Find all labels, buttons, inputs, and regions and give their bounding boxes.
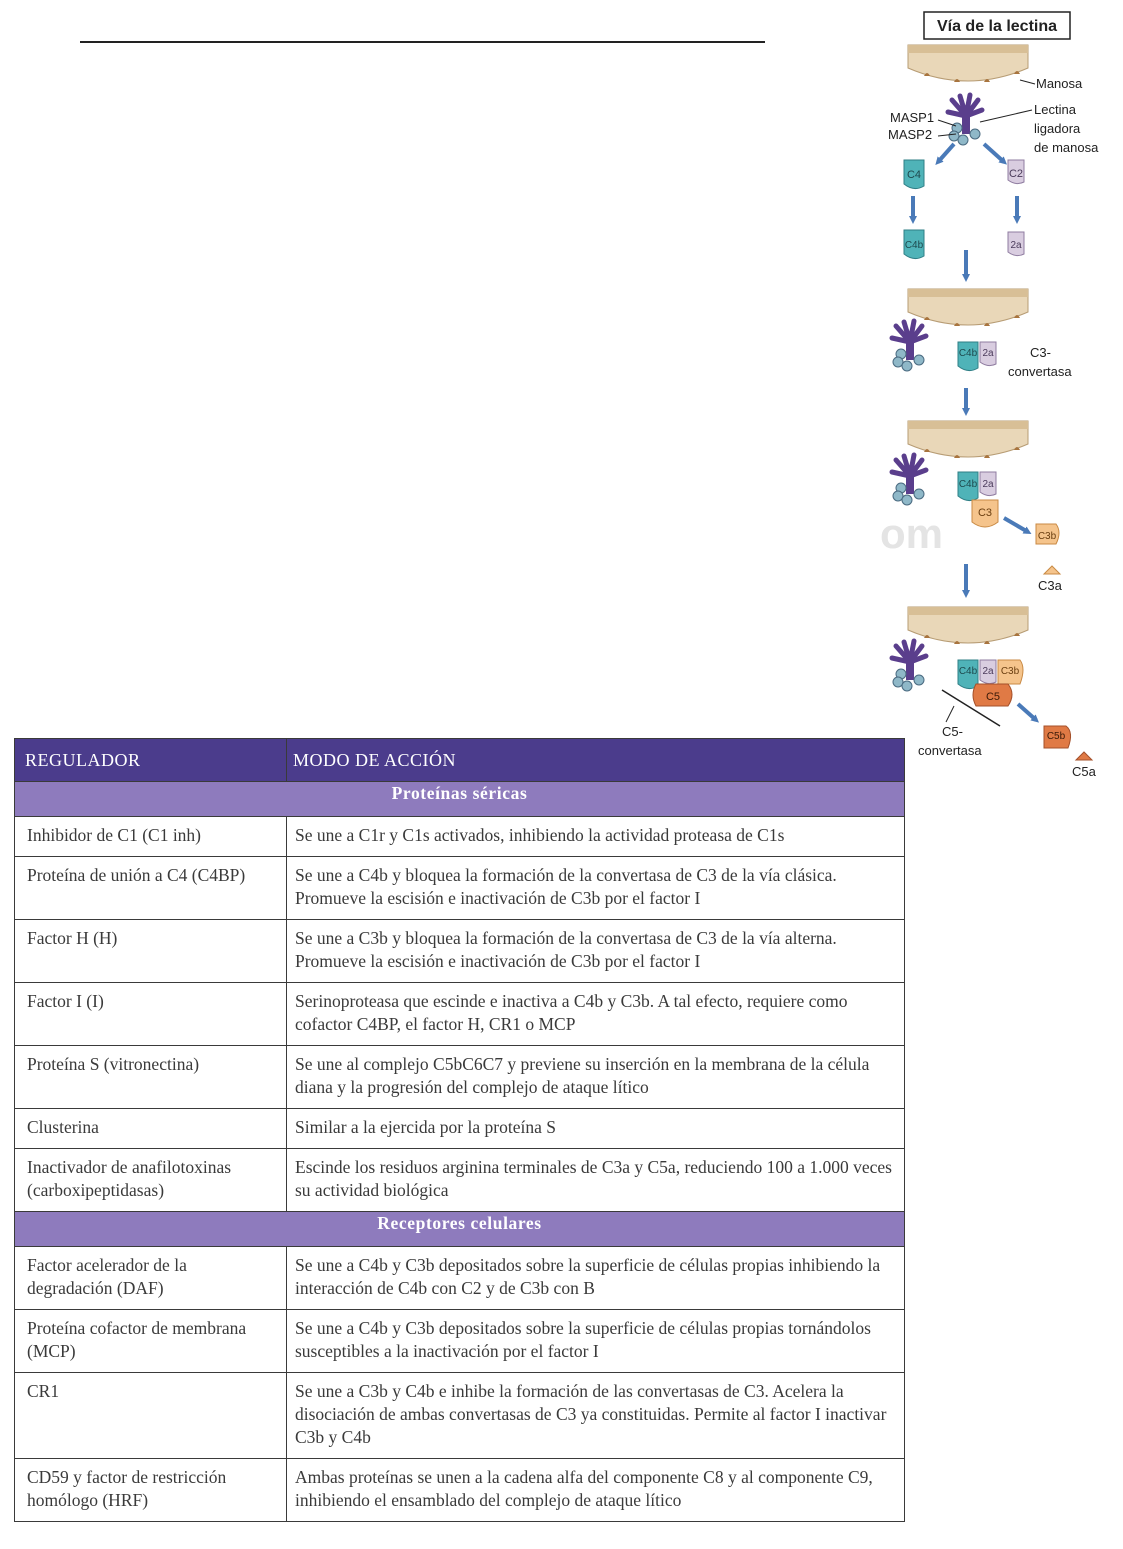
label-lectina-1: Lectina [1034, 102, 1076, 117]
regulator-action: Escinde los residuos arginina terminales de C3a y C5a, reduciendo 100 a 1.000 veces su actividad biológica [287, 1149, 905, 1212]
table-row [15, 983, 905, 1046]
header-regulador: REGULADOR [15, 739, 287, 782]
label-c2a-2: 2a [982, 348, 994, 359]
label-c3-convertasa-2: convertasa [1008, 364, 1072, 379]
table-row [15, 1310, 905, 1373]
label-c2a-4: 2a [982, 666, 994, 677]
regulator-action: Se une a C3b y bloquea la formación de la convertasa de C3 de la vía alterna. Promueve la escisión e inactivación de C3b por el factor I [287, 920, 905, 983]
regulator-action: Serinoproteasa que escinde e inactiva a C4b y C3b. A tal efecto, requiere como cofactor C4BP, el factor H, CR1 o MCP [287, 983, 905, 1046]
table-row [15, 1373, 905, 1459]
table-row [15, 920, 905, 983]
watermark: om [880, 510, 943, 557]
label-c3-convertasa-1: C3- [1030, 345, 1051, 360]
c5a-fragment [1076, 752, 1092, 760]
regulator-name: Clusterina [15, 1109, 287, 1149]
regulator-action: Similar a la ejercida por la proteína S [287, 1109, 905, 1149]
regulator-name: Factor H (H) [15, 920, 287, 983]
arrow-to-c2 [984, 144, 1004, 162]
regulator-action: Se une al complejo C5bC6C7 y previene su inserción en la membrana de la célula diana y la progresión del complejo de ataque lítico [287, 1046, 905, 1109]
lectin-pathway-diagram [880, 8, 1120, 798]
header-modo-de-accion: MODO DE ACCIÓN [287, 739, 905, 782]
regulator-action: Se une a C4b y C3b depositados sobre la superficie de células propias inhibiendo la interacción de C4b con C2 y de C3b con B [287, 1247, 905, 1310]
lectin-molecule-1 [948, 95, 982, 145]
top-rule [80, 41, 765, 43]
regulator-name: Factor acelerador de la degradación (DAF) [15, 1247, 287, 1310]
section-row [15, 782, 905, 817]
membrane-4 [908, 607, 1028, 644]
membrane-3 [908, 421, 1028, 458]
regulator-name: Factor I (I) [15, 983, 287, 1046]
lectin-molecule-2 [892, 321, 926, 371]
label-c2: C2 [1008, 168, 1024, 180]
label-c4b-2: C4b [958, 348, 978, 359]
regulator-name: Proteína cofactor de membrana (MCP) [15, 1310, 287, 1373]
table-row [15, 1149, 905, 1212]
label-manosa: Manosa [1036, 76, 1083, 91]
label-masp2: MASP2 [888, 127, 933, 142]
membrane-2 [908, 289, 1028, 326]
membrane-1 [908, 45, 1028, 82]
table-header-row [15, 739, 905, 782]
lectin-molecule-4 [892, 641, 926, 691]
label-masp1: MASP1 [890, 110, 935, 125]
section-row [15, 1212, 905, 1247]
label-c4b-4: C4b [958, 666, 978, 677]
arrow-to-c4 [938, 144, 954, 162]
regulator-action: Ambas proteínas se unen a la cadena alfa del componente C8 y al componente C9, inhibiendo el ensamblado del complejo de ataque lítico [287, 1459, 905, 1522]
regulator-action: Se une a C4b y C3b depositados sobre la superficie de células propias tornándolos susceptibles a la inactivación por el factor I [287, 1310, 905, 1373]
lectin-molecule-3 [892, 455, 926, 505]
label-c5b: C5b [1046, 731, 1066, 742]
regulator-name: Proteína de unión a C4 (C4BP) [15, 857, 287, 920]
regulators-table [14, 738, 905, 1522]
label-c5-convertasa-2: convertasa [918, 743, 982, 758]
label-c5: C5 [985, 691, 1001, 703]
regulator-action: Se une a C1r y C1s activados, inhibiendo la actividad proteasa de C1s [287, 817, 905, 857]
regulator-action: Se une a C3b y C4b e inhibe la formación de las convertasas de C3. Acelera la disociación de ambas convertasas de C3 ya constituidas. Permite al factor I inactivar C3b y C4b [287, 1373, 905, 1459]
label-c4: C4 [906, 169, 922, 181]
label-c5a: C5a [1072, 764, 1096, 779]
label-lectina-2: ligadora [1034, 121, 1081, 136]
label-c3: C3 [977, 507, 993, 519]
regulator-name: Inhibidor de C1 (C1 inh) [15, 817, 287, 857]
section-proteinas-sericas: Proteínas séricas [15, 782, 905, 817]
label-c2a-1: 2a [1010, 240, 1022, 251]
label-c3a: C3a [1038, 578, 1062, 593]
table-row [15, 1046, 905, 1109]
label-c2a-3: 2a [982, 479, 994, 490]
section-receptores-celulares: Receptores celulares [15, 1212, 905, 1247]
diagram-title: Vía de la lectina [936, 18, 1058, 35]
table-row [15, 857, 905, 920]
table-row [15, 1109, 905, 1149]
label-c3b: C3b [1037, 531, 1057, 542]
table-row [15, 817, 905, 857]
label-c3b-4: C3b [1000, 666, 1020, 677]
arrow-c3-cleavage [1004, 518, 1028, 532]
regulator-action: Se une a C4b y bloquea la formación de la convertasa de C3 de la vía clásica. Promueve la escisión e inactivación de C3b por el factor I [287, 857, 905, 920]
label-c5-convertasa-1: C5- [942, 724, 963, 739]
regulator-name: Proteína S (vitronectina) [15, 1046, 287, 1109]
label-lectina-3: de manosa [1034, 140, 1099, 155]
label-c4b-3: C4b [958, 479, 978, 490]
table-row [15, 1247, 905, 1310]
label-c4b-1: C4b [904, 240, 924, 251]
regulator-name: Inactivador de anafilotoxinas (carboxipeptidasas) [15, 1149, 287, 1212]
regulator-name: CD59 y factor de restricción homólogo (HRF) [15, 1459, 287, 1522]
c3a-fragment [1044, 566, 1060, 574]
regulator-name: CR1 [15, 1373, 287, 1459]
arrow-c5-cleavage [1018, 704, 1036, 720]
table-row [15, 1459, 905, 1522]
